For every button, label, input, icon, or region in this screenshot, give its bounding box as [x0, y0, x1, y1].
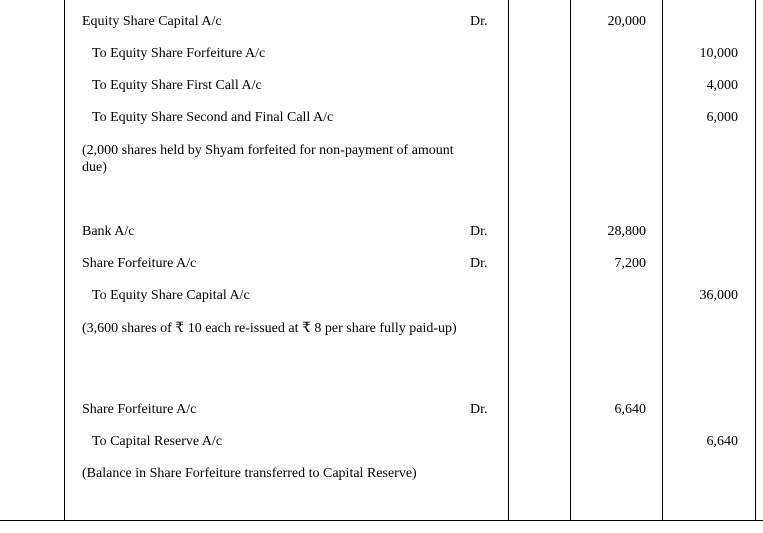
entry-1-dr-mark: Dr. [470, 14, 488, 29]
entry-2-debit-account-2: Share Forfeiture A/c [82, 256, 197, 271]
entry-2-dr-mark-2: Dr. [470, 256, 488, 271]
entry-2-narration: (3,600 shares of ₹ 10 each re-issued at ₹ 8 per share fully paid-up) [82, 321, 457, 336]
entry-3-credit-amount: 6,640 [706, 434, 738, 449]
entry-3-dr-mark: Dr. [470, 402, 488, 417]
entry-2-debit-account-1: Bank A/c [82, 224, 135, 239]
entry-2-debit-amount-2: 7,200 [614, 256, 646, 271]
column-rule-debit [662, 0, 663, 521]
entry-1-debit-account: Equity Share Capital A/c [82, 14, 222, 29]
entry-2-credit-amount: 36,000 [699, 288, 738, 303]
entry-3-debit-account: Share Forfeiture A/c [82, 402, 197, 417]
entry-2-dr-mark-1: Dr. [470, 224, 488, 239]
column-rule-particulars [508, 0, 509, 521]
column-rule-right-edge [755, 0, 756, 521]
entry-3-credit-account: To Capital Reserve A/c [92, 434, 223, 449]
column-rule-lf [570, 0, 571, 521]
entry-1-credit-account-2: To Equity Share First Call A/c [92, 78, 262, 93]
entry-1-credit-amount-1: 10,000 [699, 46, 738, 61]
entry-1-credit-amount-2: 4,000 [706, 78, 738, 93]
entry-3-narration: (Balance in Share Forfeiture transferred to Capital Reserve) [82, 466, 417, 481]
entry-1-credit-account-3: To Equity Share Second and Final Call A/c [92, 110, 334, 125]
column-rule-date [64, 0, 65, 521]
entry-1-credit-account-1: To Equity Share Forfeiture A/c [92, 46, 266, 61]
entry-2-debit-amount-1: 28,800 [607, 224, 646, 239]
table-bottom-rule [0, 520, 763, 521]
entry-1-credit-amount-3: 6,000 [706, 110, 738, 125]
entry-3-debit-amount: 6,640 [614, 402, 646, 417]
entry-2-credit-account: To Equity Share Capital A/c [92, 288, 250, 303]
entry-1-debit-amount: 20,000 [607, 14, 646, 29]
entry-1-narration: (2,000 shares held by Shyam forfeited for non-payment of amount due) [82, 143, 454, 175]
